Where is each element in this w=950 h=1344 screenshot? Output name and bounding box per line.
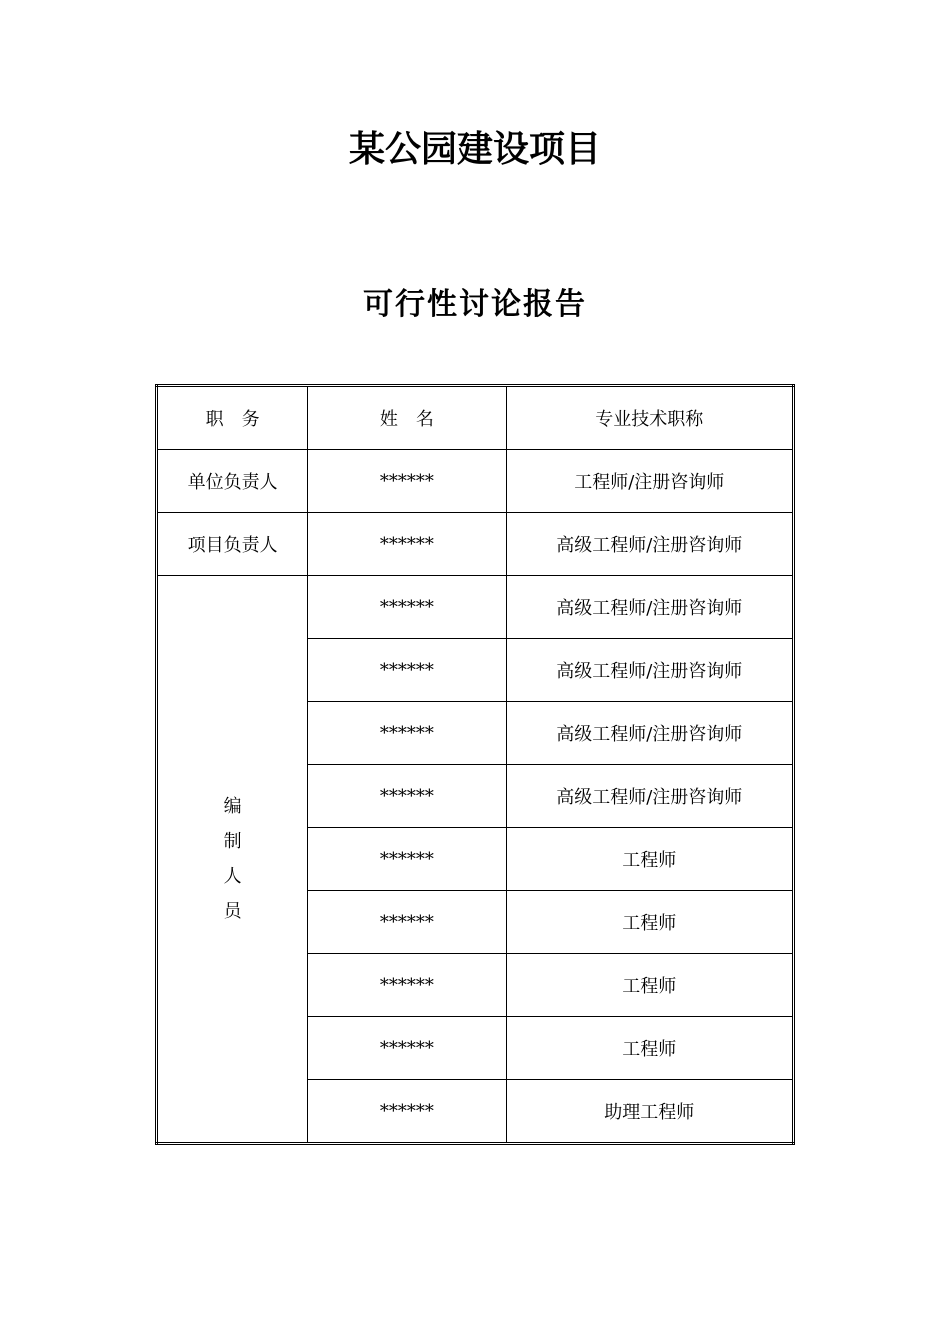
row-title: 高级工程师/注册咨询师 xyxy=(506,702,793,765)
row-name: ****** xyxy=(308,450,506,513)
table-row xyxy=(157,513,794,576)
row-title: 助理工程师 xyxy=(506,1080,793,1144)
row-title: 工程师 xyxy=(506,891,793,954)
header-title: 专业技术职称 xyxy=(506,386,793,450)
row-role: 单位负责人 xyxy=(157,450,308,513)
group-role-char: 编 xyxy=(223,796,242,817)
row-title: 高级工程师/注册咨询师 xyxy=(506,576,793,639)
group-role-char: 员 xyxy=(223,901,242,922)
table-row xyxy=(157,576,794,639)
row-title: 高级工程师/注册咨询师 xyxy=(506,513,793,576)
row-name: ****** xyxy=(308,513,506,576)
row-name: ****** xyxy=(308,1080,506,1144)
row-title: 工程师/注册咨询师 xyxy=(506,450,793,513)
group-role-char: 人 xyxy=(223,866,242,887)
row-role: 项目负责人 xyxy=(157,513,308,576)
row-title: 工程师 xyxy=(506,828,793,891)
table-row xyxy=(157,450,794,513)
row-name: ****** xyxy=(308,954,506,1017)
group-role-char: 制 xyxy=(223,831,242,852)
row-name: ****** xyxy=(308,702,506,765)
staff-table xyxy=(155,384,795,1145)
document-subtitle: 可行性讨论报告 xyxy=(363,287,587,322)
document-title: 某公园建设项目 xyxy=(348,129,601,170)
row-title: 高级工程师/注册咨询师 xyxy=(506,765,793,828)
row-name: ****** xyxy=(308,639,506,702)
row-name: ****** xyxy=(308,1017,506,1080)
row-name: ****** xyxy=(308,891,506,954)
group-role-cell xyxy=(157,576,308,1144)
row-title: 高级工程师/注册咨询师 xyxy=(506,639,793,702)
row-name: ****** xyxy=(308,828,506,891)
header-name: 姓 名 xyxy=(308,386,506,450)
row-title: 工程师 xyxy=(506,954,793,1017)
row-name: ****** xyxy=(308,576,506,639)
header-role: 职 务 xyxy=(157,386,308,450)
row-title: 工程师 xyxy=(506,1017,793,1080)
table-header-row xyxy=(157,386,794,450)
row-name: ****** xyxy=(308,765,506,828)
